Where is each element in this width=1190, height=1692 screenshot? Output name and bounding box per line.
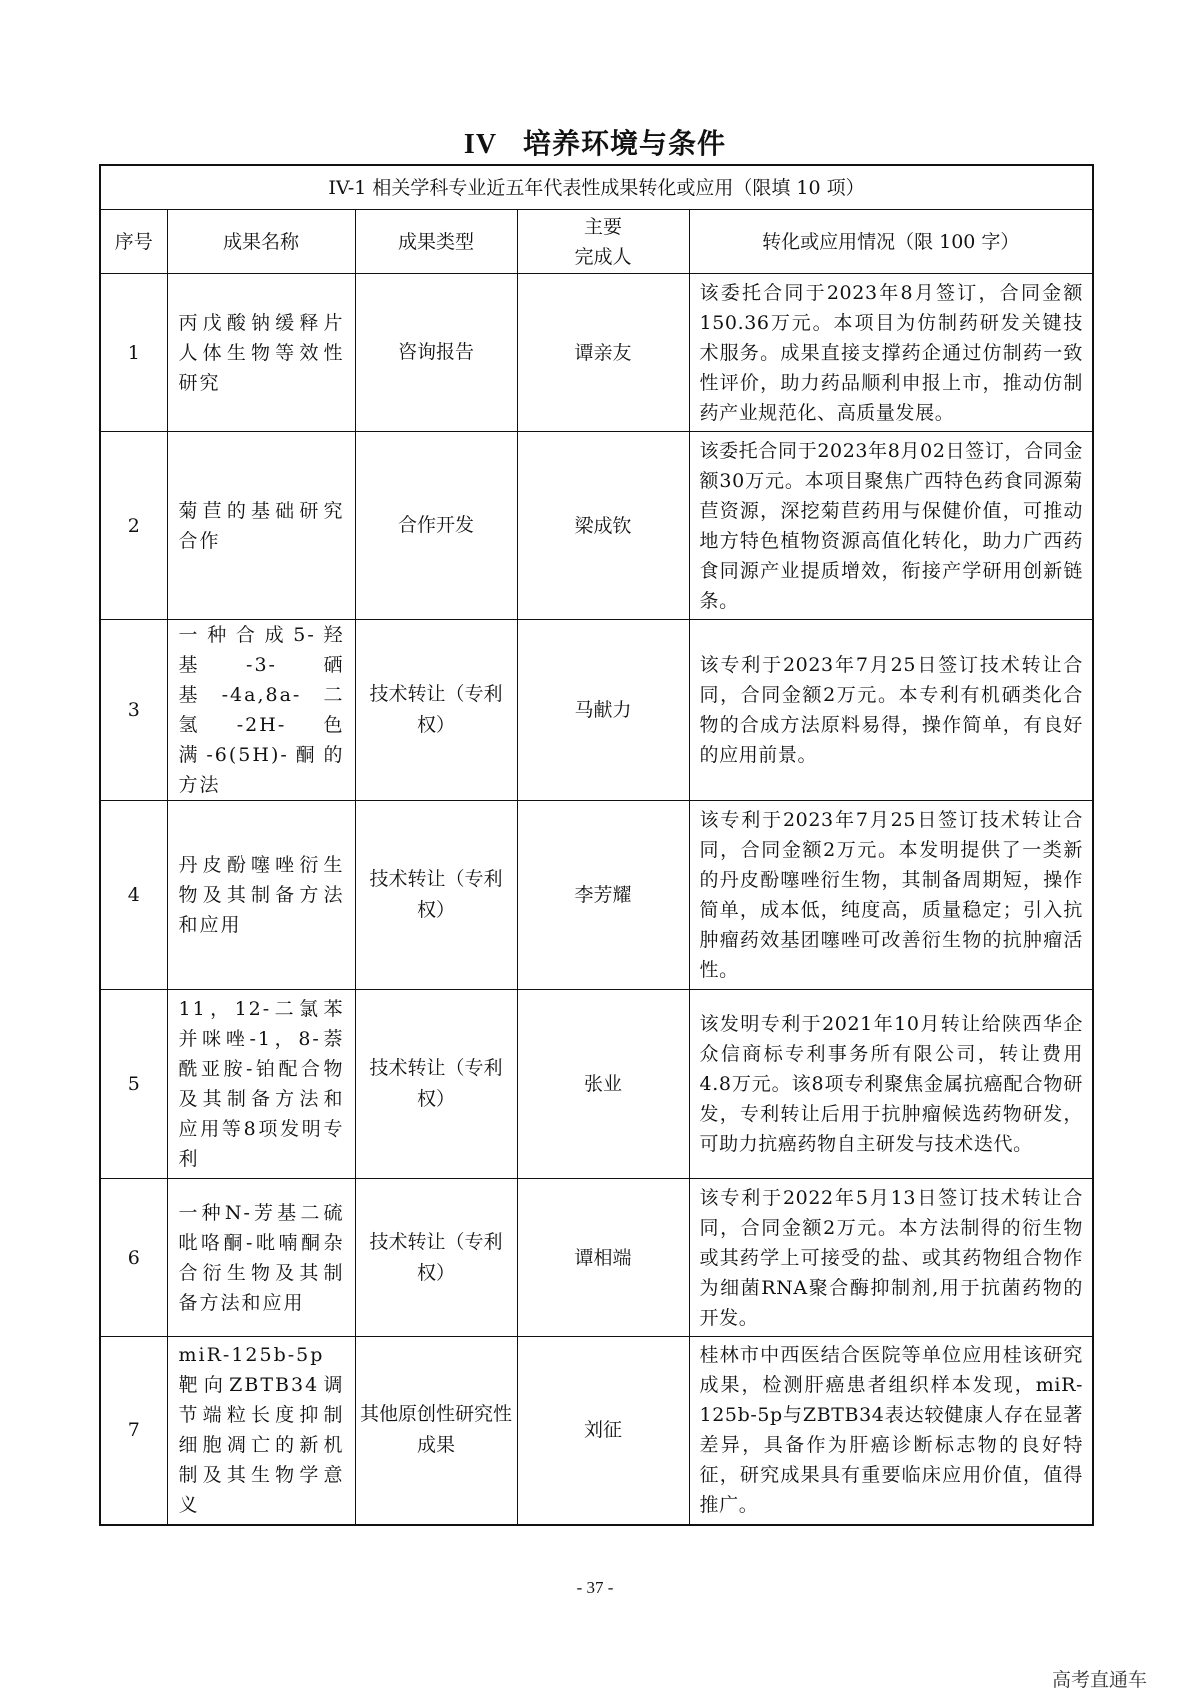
- cell-type: 技术转让（专利权）: [355, 801, 517, 990]
- table-caption-row: [100, 165, 1093, 210]
- cell-seq: 2: [100, 432, 167, 620]
- section-number: IV: [463, 129, 498, 160]
- cell-desc: 该委托合同于2023年8月02日签订，合同金额30万元。本项目聚焦广西特色药食同源菊苣资源，深挖菊苣药用与保健价值，可推动地方特色植物资源高值化转化，助力广西药食同源产业提质增效，衔接产学研用创新链条。: [689, 432, 1093, 620]
- cell-type: 咨询报告: [355, 274, 517, 432]
- table-row: [100, 990, 1093, 1179]
- cell-seq: 7: [100, 1337, 167, 1525]
- cell-person: 李芳耀: [517, 801, 689, 990]
- cell-name: 一种N-芳基二硫吡咯酮-吡喃酮杂合衍生物及其制备方法和应用: [167, 1179, 355, 1337]
- cell-type: 技术转让（专利权）: [355, 1179, 517, 1337]
- cell-seq: 1: [100, 274, 167, 432]
- table-row: [100, 620, 1093, 801]
- cell-desc: 该专利于2023年7月25日签订技术转让合同，合同金额2万元。本发明提供了一类新的丹皮酚噻唑衍生物，其制备周期短，操作简单，成本低，纯度高，质量稳定；引入抗肿瘤药效基团噻唑可改善衍生物的抗肿瘤活性。: [689, 801, 1093, 990]
- cell-type: 技术转让（专利权）: [355, 620, 517, 801]
- cell-desc: 该发明专利于2021年10月转让给陕西华企众信商标专利事务所有限公司，转让费用4.8万元。该8项专利聚焦金属抗癌配合物研发，专利转让后用于抗肿瘤候选药物研发，可助力抗癌药物自主研发与技术迭代。: [689, 990, 1093, 1179]
- header-seq: 序号: [100, 210, 167, 274]
- header-desc: 转化或应用情况（限 100 字）: [689, 210, 1093, 274]
- header-type: 成果类型: [355, 210, 517, 274]
- cell-type: 其他原创性研究性成果: [355, 1337, 517, 1525]
- cell-seq: 6: [100, 1179, 167, 1337]
- table-row: [100, 1337, 1093, 1525]
- cell-person: 谭亲友: [517, 274, 689, 432]
- achievements-table: [99, 164, 1094, 1526]
- cell-seq: 5: [100, 990, 167, 1179]
- page-number: - 37 -: [576, 1578, 614, 1597]
- table-row: [100, 432, 1093, 620]
- cell-desc: 该专利于2022年5月13日签订技术转让合同，合同金额2万元。本方法制得的衍生物或其药学上可接受的盐、或其药物组合物作为细菌RNA聚合酶抑制剂,用于抗菌药物的开发。: [689, 1179, 1093, 1337]
- table-row: [100, 801, 1093, 990]
- cell-person: 马献力: [517, 620, 689, 801]
- header-person: [517, 210, 689, 274]
- cell-name: 丹皮酚噻唑衍生物及其制备方法和应用: [167, 801, 355, 990]
- table-row: [100, 1179, 1093, 1337]
- cell-person: 张业: [517, 990, 689, 1179]
- cell-desc: 桂林市中西医结合医院等单位应用桂该研究成果，检测肝癌患者组织样本发现，miR-125b-5p与ZBTB34表达较健康人存在显著差异，具备作为肝癌诊断标志物的良好特征，研究成果具有重要临床应用价值，值得推广。: [689, 1337, 1093, 1525]
- cell-name: miR-125b-5p靶向ZBTB34调节端粒长度抑制细胞凋亡的新机制及其生物学意义: [167, 1337, 355, 1525]
- table-header-row: [100, 210, 1093, 274]
- table-caption: IV-1 相关学科专业近五年代表性成果转化或应用（限填 10 项）: [100, 165, 1093, 210]
- cell-seq: 4: [100, 801, 167, 990]
- cell-type: 技术转让（专利权）: [355, 990, 517, 1179]
- cell-seq: 3: [100, 620, 167, 801]
- table-row: [100, 274, 1093, 432]
- cell-desc: 该专利于2023年7月25日签订技术转让合同，合同金额2万元。本专利有机硒类化合物的合成方法原料易得，操作简单，有良好的应用前景。: [689, 620, 1093, 801]
- watermark-text: 高考直通车: [1052, 1669, 1148, 1691]
- cell-name: 11，12-二氯苯并咪唑-1，8-萘酰亚胺-铂配合物及其制备方法和应用等8项发明专利: [167, 990, 355, 1179]
- cell-name: 丙戊酸钠缓释片人体生物等效性研究: [167, 274, 355, 432]
- cell-person: 谭相端: [517, 1179, 689, 1337]
- header-name: 成果名称: [167, 210, 355, 274]
- cell-desc: 该委托合同于2023年8月签订，合同金额150.36万元。本项目为仿制药研发关键技术服务。成果直接支撑药企通过仿制药一致性评价，助力药品顺利申报上市，推动仿制药产业规范化、高质量发展。: [689, 274, 1093, 432]
- cell-name: 一种合成5-羟基-3-硒基-4a,8a-二氢-2H-色满-6(5H)-酮的方法: [167, 620, 355, 801]
- cell-name: 菊苣的基础研究合作: [167, 432, 355, 620]
- page-title: [0, 122, 1190, 162]
- section-title: 培养环境与条件: [523, 127, 727, 160]
- header-person-line2: 完成人: [574, 245, 632, 268]
- cell-person: 刘征: [517, 1337, 689, 1525]
- header-person-line1: 主要: [583, 215, 622, 238]
- cell-type: 合作开发: [355, 432, 517, 620]
- cell-person: 梁成钦: [517, 432, 689, 620]
